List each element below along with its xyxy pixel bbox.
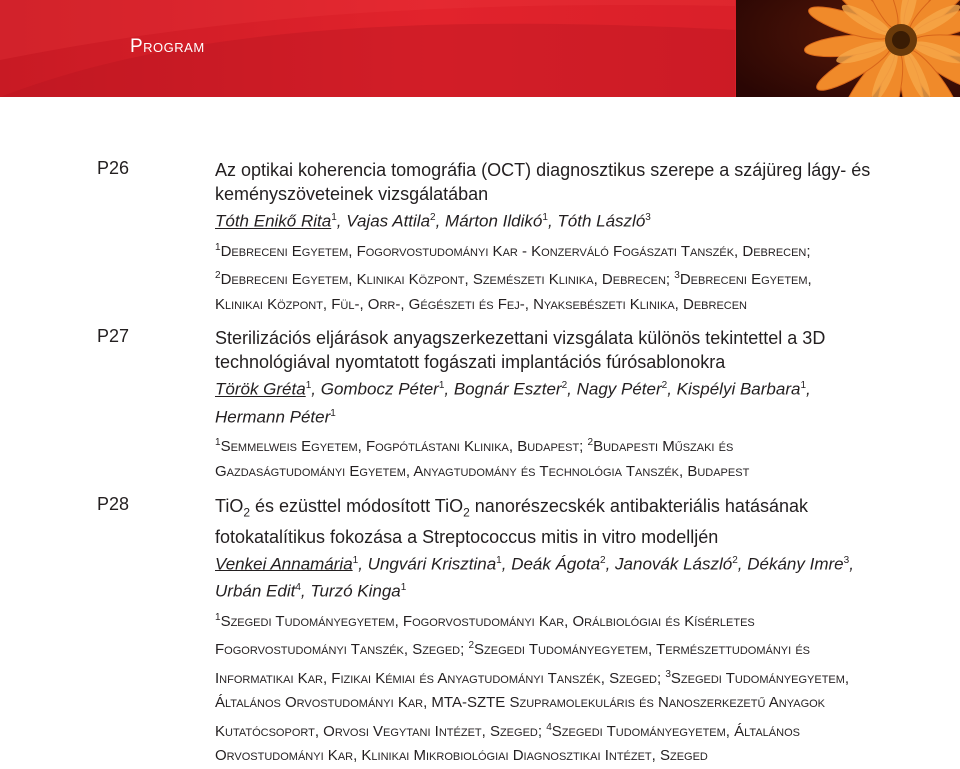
affiliation: Debreceni Egyetem, Klinikai Központ, Szemészeti Klinika, Debrecen;	[220, 271, 671, 289]
affiliation: Gazdaságtudományi Egyetem, Anyagtudomány és Technológia Tanszék, Budapest	[215, 462, 750, 480]
title-line: keményszöveteinek vizsgálatában	[215, 184, 489, 204]
affiliation: Klinikai Központ, Fül-, Orr-, Gégészeti és Fej-, Nyaksebészeti Klinika, Debrecen	[215, 295, 748, 313]
affiliation: Informatikai Kar, Fizikai Kémiai és Anyagtudományi Tanszék, Szeged;	[215, 669, 662, 687]
author: Tóth László	[557, 211, 646, 231]
affiliation-number: 1	[215, 241, 221, 253]
affiliation: Fogorvostudományi Tanszék, Szeged;	[215, 641, 465, 659]
affiliation-number: 1	[215, 437, 221, 449]
author-affiliation-number: 1	[800, 380, 806, 391]
entry-title	[215, 158, 915, 206]
author: Hermann Péter	[215, 407, 331, 427]
author: Deák Ágota	[511, 554, 601, 574]
flower-image	[736, 0, 960, 97]
affiliation: Szegedi Tudományegyetem, Általános	[551, 722, 800, 740]
page-header	[0, 0, 960, 97]
affiliation-number: 4	[546, 721, 552, 733]
author-affiliation-number: 1	[352, 554, 359, 566]
affiliation: Szegedi Tudományegyetem, Természettudományi és	[474, 641, 811, 659]
author: Dékány Imre	[747, 554, 844, 574]
author-presenter: Török Gréta	[215, 379, 306, 399]
author: Bognár Eszter	[453, 379, 562, 399]
author-affiliation-number: 1	[400, 582, 407, 594]
author-list: Tóth Enikő Rita$^1$, Vajas Attila$^2$, Márton Ildikó$^1$, Tóth László$^3$	[215, 211, 651, 231]
author: Márton Ildikó	[445, 211, 543, 231]
author: Ungvári Krisztina	[367, 554, 497, 574]
author-affiliation-number: 2	[732, 554, 738, 566]
author: Turzó Kinga	[310, 581, 401, 601]
title-subscript: 2	[463, 505, 470, 520]
author-affiliation-number: 1	[542, 212, 548, 223]
title-segment: és ezüsttel módosított TiO	[250, 496, 464, 516]
affiliation: Budapesti Műszaki és	[593, 438, 734, 456]
author-affiliation-number: 2	[661, 380, 668, 391]
author: Gombocz Péter	[320, 379, 439, 399]
affiliation: Kutatócsoport, Orvosi Vegytani Intézet, Szeged;	[215, 722, 543, 740]
entry-title	[215, 494, 915, 549]
affiliation-list	[215, 431, 915, 484]
author: Kispélyi Barbara	[676, 379, 801, 399]
entry-code: P28	[97, 494, 130, 514]
entry-title	[215, 326, 915, 374]
author-affiliation-number: 1	[496, 554, 502, 566]
author: Nagy Péter	[576, 379, 662, 399]
author-affiliation-number: 1	[305, 380, 312, 391]
title-line: Sterilizációs eljárások anyagszerkezettani vizsgálata különös tekintettel a 3D	[215, 328, 826, 348]
author: Vajas Attila	[346, 211, 431, 231]
author-list: Venkei Annamária$^1$, Ungvári Krisztina$^1$, Deák Ágota$^2$, Janovák László$^2$, Dékány Imre$^3$, Urbán Edit$^4$, Turzó Kinga$^1$	[215, 554, 854, 601]
author: Urbán Edit	[215, 581, 296, 601]
affiliation-number: 1	[215, 611, 221, 623]
affiliation-number: 2	[215, 270, 221, 282]
title-line: technológiával nyomtatott fogászati implantációs fúrósablonokra	[215, 352, 726, 372]
author-affiliation-number: 1	[331, 212, 337, 223]
affiliation: Debreceni Egyetem,	[679, 271, 812, 289]
affiliation-list	[215, 606, 915, 769]
affiliation: Szegedi Tudományegyetem, Fogorvostudományi Kar, Orálbiológiai és Kísérletes	[220, 612, 755, 630]
affiliation: Szegedi Tudományegyetem,	[670, 669, 850, 687]
affiliation: Debreceni Egyetem, Fogorvostudományi Kar - Konzerváló Fogászati Tanszék, Debrecen;	[220, 242, 811, 260]
author-affiliation-number: 2	[561, 380, 568, 391]
author-affiliation-number: 3	[645, 212, 651, 223]
author-affiliation-number: 1	[438, 380, 445, 391]
title-segment: TiO	[215, 496, 244, 516]
affiliation: Semmelweis Egyetem, Fogpótlástani Klinika, Budapest;	[220, 438, 584, 456]
author-affiliation-number: 2	[430, 212, 436, 223]
title-line: Az optikai koherencia tomográfia (OCT) diagnosztikus szerepe a szájüreg lágy- és	[215, 160, 871, 180]
title-line: fotokatalítikus fokozása a Streptococcus mitis in vitro modelljén	[215, 526, 719, 547]
affiliation: Általános Orvostudományi Kar, MTA-SZTE Szupramolekuláris és Nanoszerkezetű Anyagok	[215, 694, 826, 712]
entry-code: P26	[97, 158, 130, 178]
author: Janovák László	[615, 554, 733, 574]
author-presenter: Tóth Enikő Rita	[215, 211, 332, 231]
author-affiliation-number: 3	[843, 554, 850, 566]
author-presenter: Venkei Annamária	[215, 554, 353, 574]
affiliation-number: 2	[587, 437, 594, 449]
author-affiliation-number: 1	[330, 407, 336, 419]
author-affiliation-number: 2	[600, 554, 606, 566]
title-subscript: 2	[243, 505, 251, 520]
entry-code: P27	[97, 326, 130, 346]
author-affiliation-number: 4	[295, 582, 301, 594]
affiliation-list	[215, 236, 915, 318]
header-wave-decoration	[0, 0, 735, 97]
author-list: Török Gréta$^1$, Gombocz Péter$^1$, Bognár Eszter$^2$, Nagy Péter$^2$, Kispélyi Barbara$^1$, Hermann Péter$^1$	[215, 379, 811, 427]
section-title: Program	[130, 36, 205, 57]
affiliation-number: 2	[468, 640, 475, 652]
affiliation-number: 3	[674, 270, 680, 282]
affiliation: Orvostudományi Kar, Klinikai Mikrobiológiai Diagnosztikai Intézet, Szeged	[215, 747, 708, 765]
title-segment: nanorészecskék antibakteriális hatásának	[469, 496, 808, 516]
affiliation-number: 3	[665, 668, 671, 680]
